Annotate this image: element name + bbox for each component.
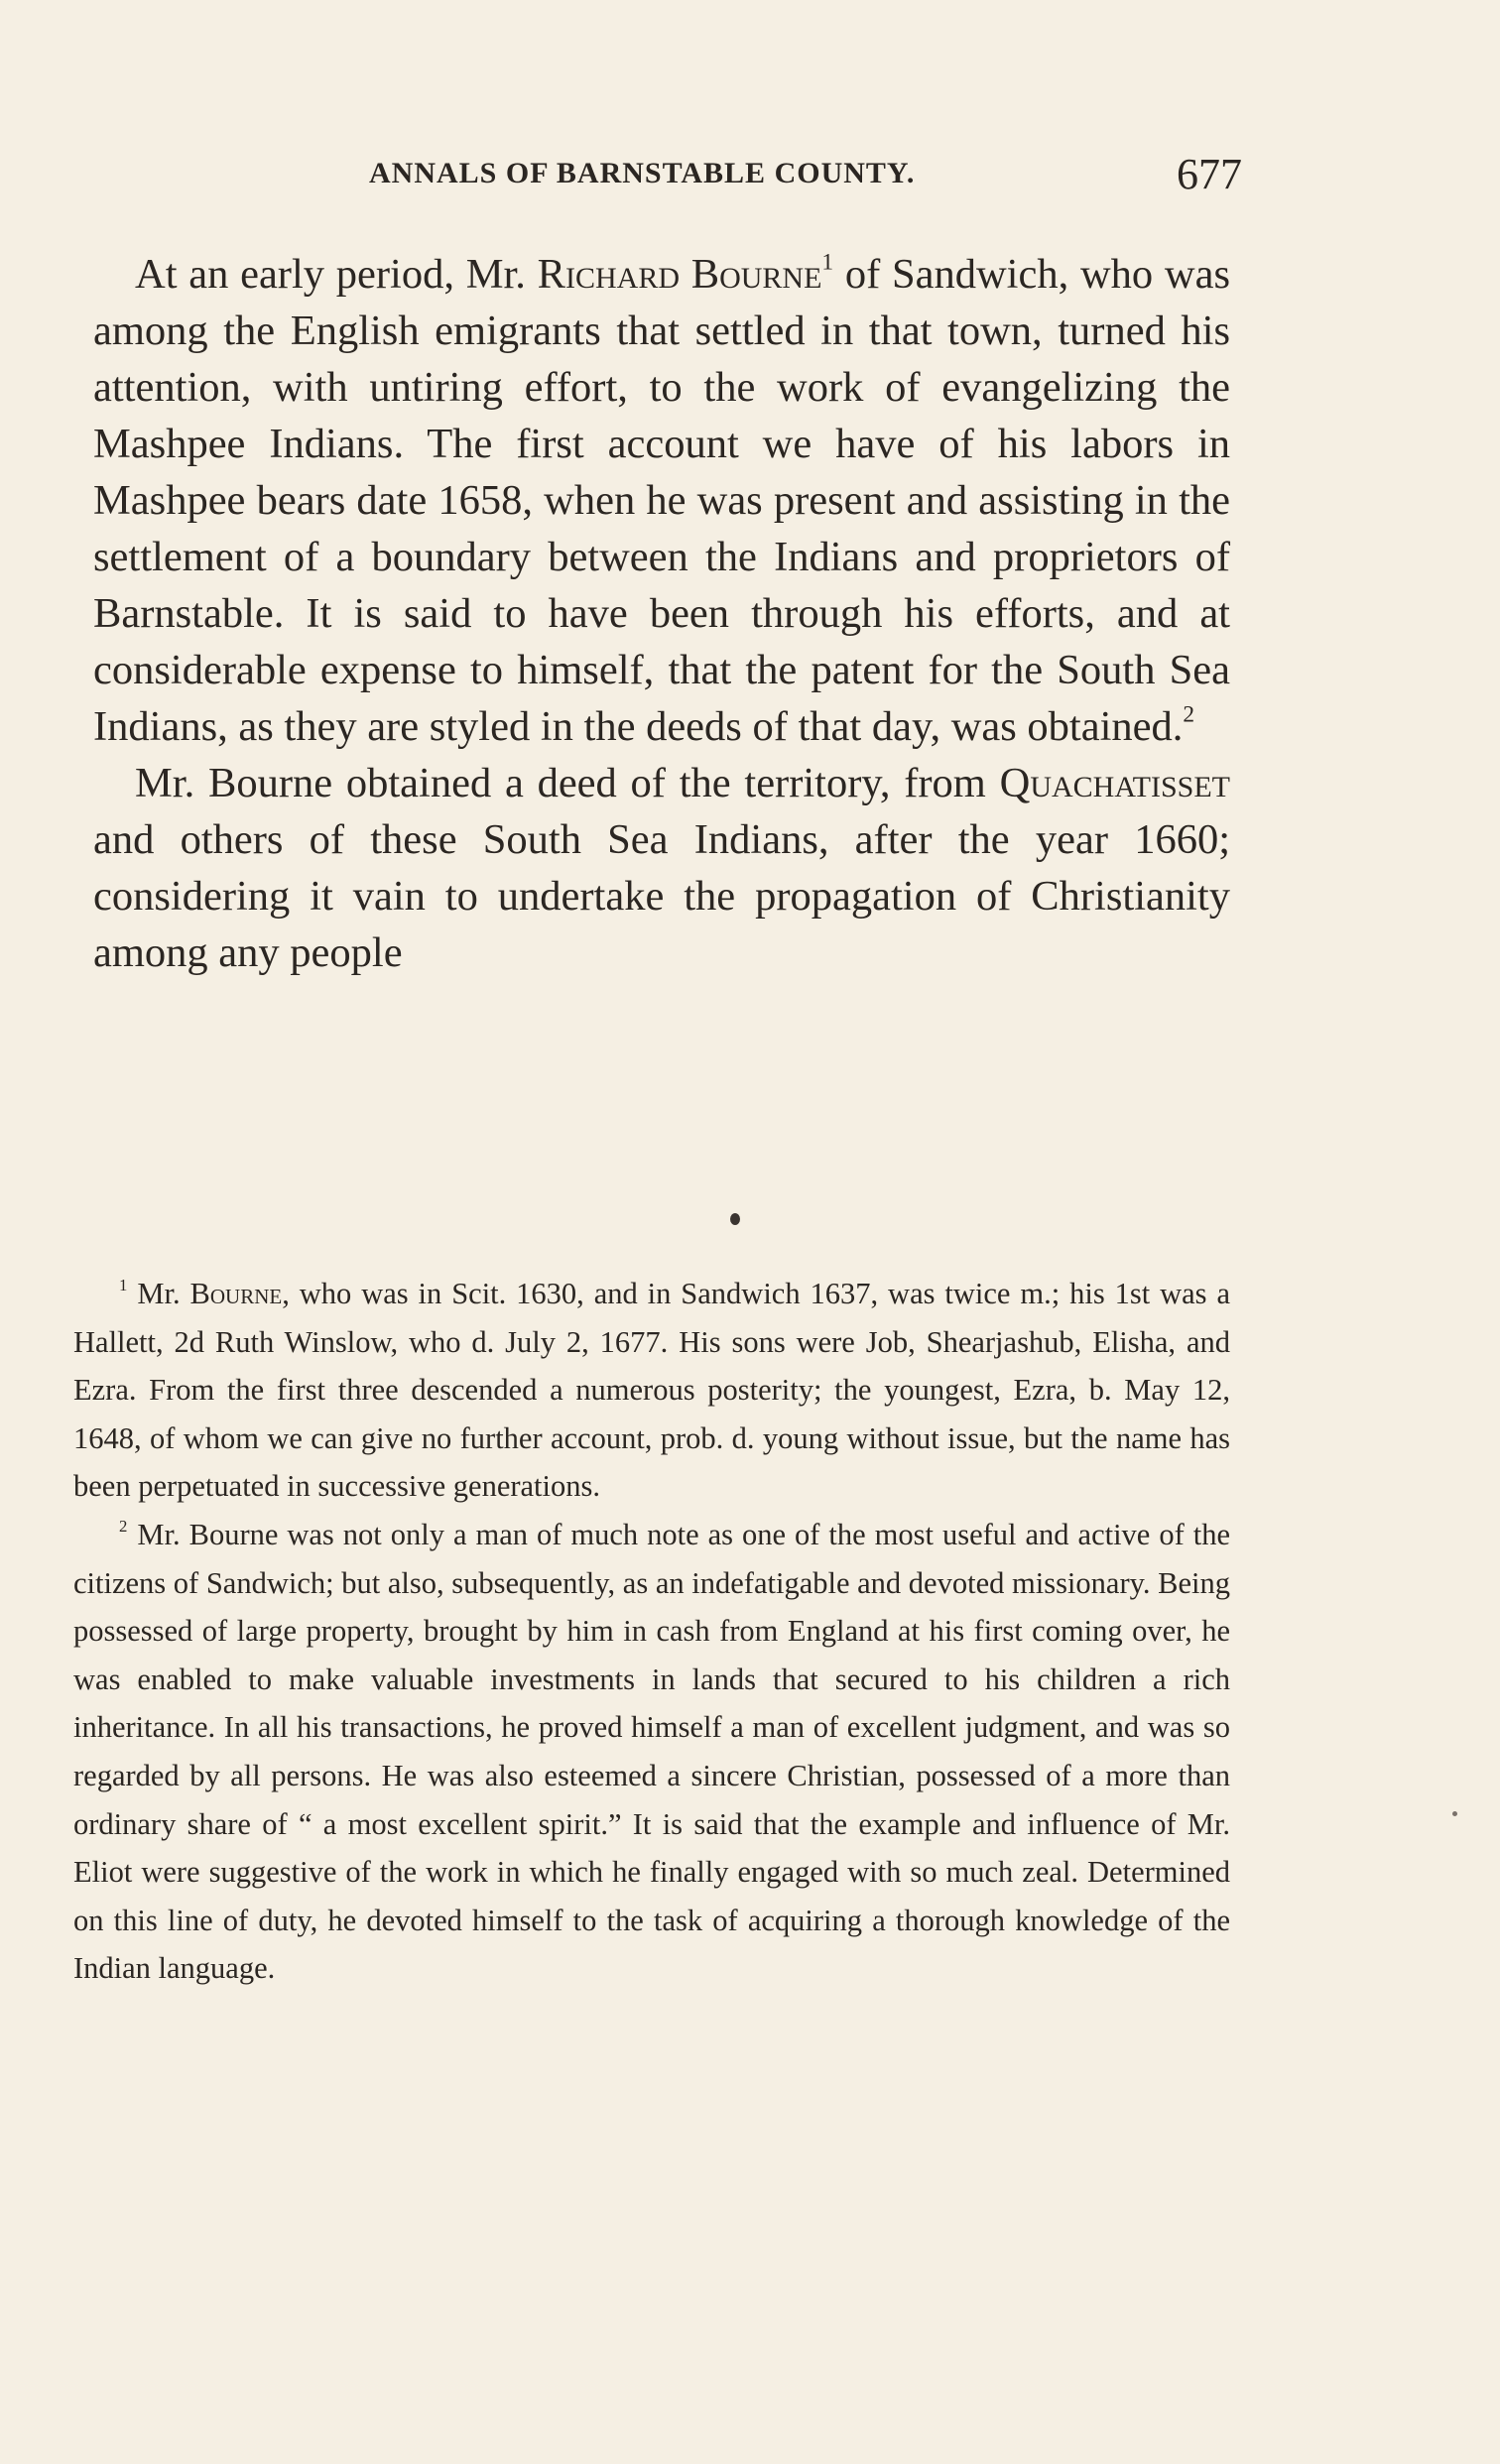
person-name: Quachatisset [999, 760, 1230, 806]
footnote-mark: 2 [119, 1516, 128, 1536]
footnote-text: , who was in Scit. 1630, and in Sandwich 1637, was twice m.; his 1st was a Hallett, 2d Ruth Winslow, who d. July 2, 1677. His sons were Job, Shearjashub, Elisha, and Ezra. From the first three descended a numerous posterity; the youngest, Ezra, b. May 12, 1648, of whom we can give no further account, prob. d. young without issue, but the name has been perpetuated in successive generations. [73, 1277, 1231, 1504]
page-header [369, 149, 1242, 208]
footnotes [73, 1270, 1230, 1993]
paragraph [93, 755, 1230, 981]
paragraph-text: At an early period, Mr. [135, 251, 538, 298]
page-number: 677 [1177, 150, 1242, 198]
footnote-text: Mr. Bourne was not only a man of much note as one of the most useful and active of the citizens of Sandwich; but also, subsequently, as an indefatigable and devoted missionary. Being possessed of large property, brought by him in cash from England at his first coming over, he was enabled to make valuable investments in lands that secured to his children a rich inheritance. In all his transactions, he proved himself a man of excellent judgment, and was so regarded by all persons. He was also esteemed a sincere Christian, possessed of a more than ordinary share of “ a most excellent spirit.” It is said that the example and influence of Mr. Eliot were suggestive of the work in which he finally engaged with so much zeal. Determined on this line of duty, he devoted himself to the task of acquiring a thorough knowledge of the Indian language. [73, 1517, 1230, 1986]
footnote-mark: 1 [119, 1275, 128, 1294]
person-name: Bourne [189, 1277, 283, 1310]
paragraph [93, 246, 1230, 755]
footnote-reference: 2 [1183, 701, 1195, 728]
footnote [73, 1270, 1230, 1511]
ink-mark [730, 1213, 740, 1225]
main-text [93, 246, 1230, 981]
footnote [73, 1511, 1230, 1993]
person-name: Richard Bourne [537, 251, 822, 298]
paragraph-text: of Sandwich, who was among the English emigrants that settled in that town, turned his attention, with untiring effort, to the work of evangelizing the Mashpee Indians. The first account we have of his labors in Mashpee bears date 1658, when he was present and assisting in the settlement of a boundary between the Indians and proprietors of Barnstable. It is said to have been through his efforts, and at considerable expense to himself, that the patent for the South Sea Indians, as they are styled in the deeds of that day, was obtained. [93, 251, 1230, 750]
footnote-text: Mr. [137, 1277, 190, 1310]
running-head: ANNALS OF BARNSTABLE COUNTY. [369, 157, 916, 189]
paragraph-text: and others of these South Sea Indians, after the year 1660; considering it vain to undertake the propagation of Christianity among any people [93, 816, 1230, 976]
footnote-reference: 1 [821, 249, 834, 276]
margin-speck [1452, 1811, 1457, 1816]
paragraph-text: Mr. Bourne obtained a deed of the territory, from [135, 760, 1000, 806]
